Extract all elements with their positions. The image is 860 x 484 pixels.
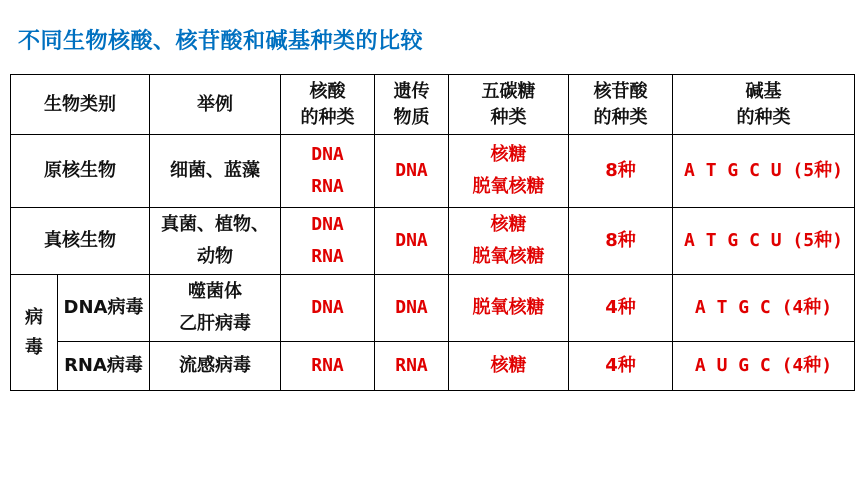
table-row-dna-virus: [11, 275, 855, 342]
cell-pentose: 核糖 脱氧核糖: [449, 135, 569, 208]
cell-category: RNA病毒: [58, 342, 150, 391]
header-base: 碱基 的种类: [673, 75, 855, 135]
cell-pentose: 核糖: [449, 342, 569, 391]
cell-pentose: 核糖 脱氧核糖: [449, 208, 569, 275]
cell-category: DNA病毒: [58, 275, 150, 342]
cell-genetic-material: RNA: [375, 342, 449, 391]
cell-genetic-material: DNA: [375, 208, 449, 275]
cell-genetic-material: DNA: [375, 135, 449, 208]
table-header-row: [11, 75, 855, 135]
cell-example: 真菌、植物、 动物: [150, 208, 281, 275]
cell-nucleotide: 4种: [569, 342, 673, 391]
cell-nucleic-acid: DNA: [281, 275, 375, 342]
table-row-eukaryote: [11, 208, 855, 275]
cell-nucleic-acid: RNA: [281, 342, 375, 391]
page-title: 不同生物核酸、核苷酸和碱基种类的比较: [18, 29, 424, 54]
cell-nucleic-acid: DNA RNA: [281, 208, 375, 275]
cell-example: 细菌、蓝藻: [150, 135, 281, 208]
cell-genetic-material: DNA: [375, 275, 449, 342]
header-category: 生物类别: [11, 75, 150, 135]
header-genetic-material: 遗传 物质: [375, 75, 449, 135]
table-row-prokaryote: [11, 135, 855, 208]
header-nucleic-acid: 核酸 的种类: [281, 75, 375, 135]
cell-nucleotide: 8种: [569, 208, 673, 275]
cell-base: A T G C (4种): [673, 275, 855, 342]
comparison-table: [10, 74, 855, 391]
cell-nucleotide: 8种: [569, 135, 673, 208]
cell-example: 噬菌体 乙肝病毒: [150, 275, 281, 342]
cell-virus-group: 病 毒: [11, 275, 58, 391]
cell-example: 流感病毒: [150, 342, 281, 391]
cell-base: A T G C U (5种): [673, 208, 855, 275]
cell-nucleic-acid: DNA RNA: [281, 135, 375, 208]
cell-base: A T G C U (5种): [673, 135, 855, 208]
header-example: 举例: [150, 75, 281, 135]
cell-base: A U G C (4种): [673, 342, 855, 391]
cell-category: 真核生物: [11, 208, 150, 275]
cell-category: 原核生物: [11, 135, 150, 208]
header-pentose: 五碳糖 种类: [449, 75, 569, 135]
header-nucleotide: 核苷酸 的种类: [569, 75, 673, 135]
cell-nucleotide: 4种: [569, 275, 673, 342]
cell-pentose: 脱氧核糖: [449, 275, 569, 342]
table-row-rna-virus: [11, 342, 855, 391]
